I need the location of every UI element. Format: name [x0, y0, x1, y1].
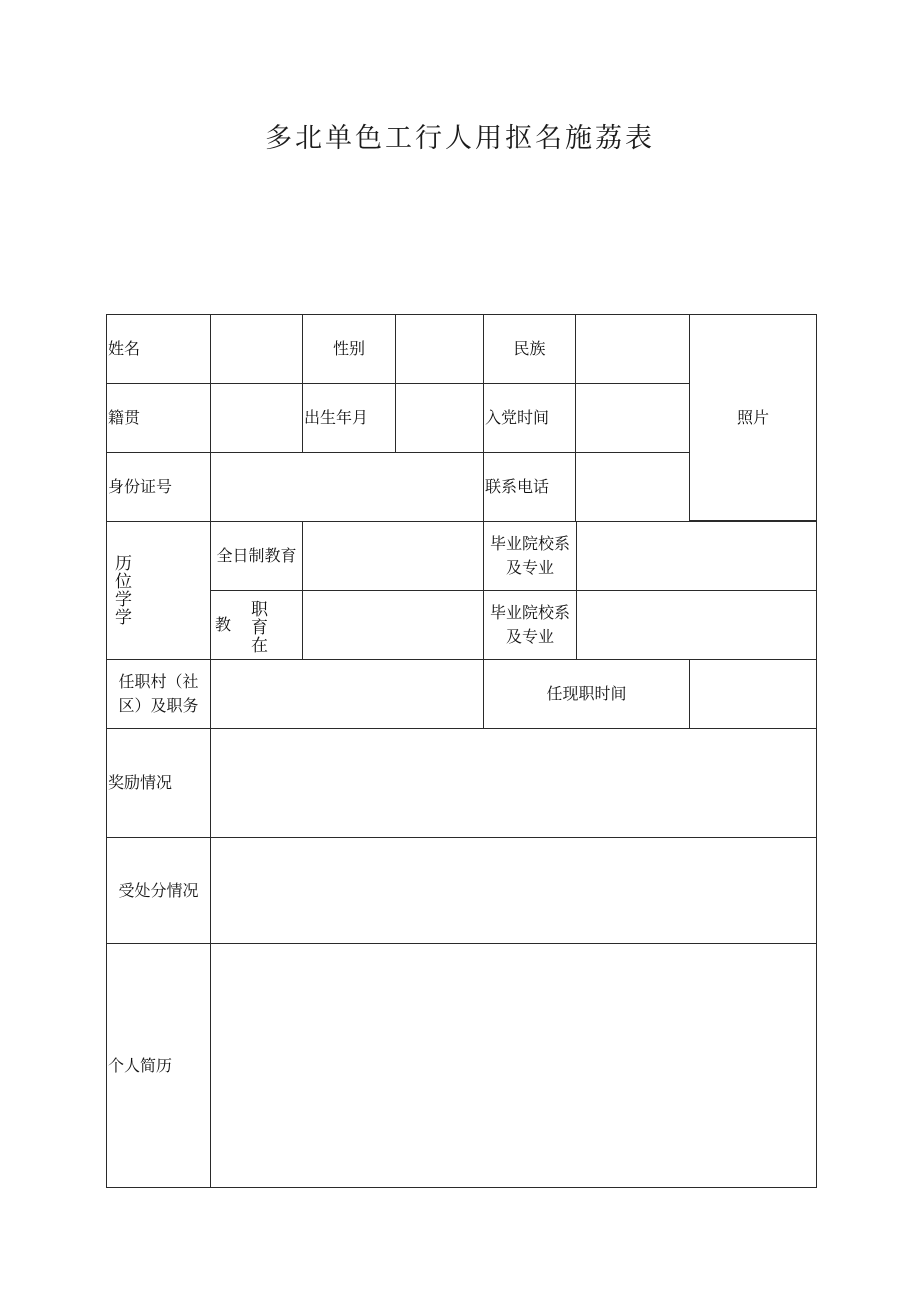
name-label: 姓名 — [106, 314, 211, 384]
native-place-field[interactable] — [210, 383, 303, 453]
fulltime-education-field[interactable] — [302, 521, 484, 591]
party-join-date-label: 入党时间 — [483, 383, 576, 453]
birth-date-field[interactable] — [395, 383, 484, 453]
phone-field[interactable] — [575, 452, 690, 522]
phone-label: 联系电话 — [483, 452, 576, 522]
gender-label: 性别 — [302, 314, 396, 384]
inservice-education-label: 教 职 育 在 — [210, 590, 303, 660]
name-field[interactable] — [210, 314, 303, 384]
awards-label: 奖励情况 — [106, 728, 211, 838]
village-position-field[interactable] — [210, 659, 484, 729]
graduated-school-field-1[interactable] — [576, 521, 817, 591]
gender-field[interactable] — [395, 314, 484, 384]
inservice-education-field[interactable] — [302, 590, 484, 660]
current-position-date-field[interactable] — [689, 659, 817, 729]
photo-box[interactable]: 照片 — [689, 314, 817, 521]
education-degree-vertical-text: 历 位 学 学 — [115, 553, 132, 628]
native-place-label: 籍贯 — [106, 383, 211, 453]
registration-form-table — [107, 315, 818, 1189]
id-number-field[interactable] — [210, 452, 484, 522]
punishments-field[interactable] — [210, 837, 817, 944]
punishments-label: 受处分情况 — [106, 837, 211, 944]
graduated-school-label-2: 毕业院校系及专业 — [483, 590, 577, 660]
fulltime-education-label: 全日制教育 — [210, 521, 303, 591]
id-number-label: 身份证号 — [106, 452, 211, 522]
graduated-school-label-1: 毕业院校系及专业 — [483, 521, 577, 591]
ethnicity-label: 民族 — [483, 314, 576, 384]
party-join-date-field[interactable] — [575, 383, 690, 453]
page-title: 多北单色工行人用抠名施荔表 — [265, 123, 655, 154]
resume-field[interactable] — [210, 943, 817, 1188]
birth-date-label: 出生年月 — [302, 383, 396, 453]
village-position-label: 任职村（社区）及职务 — [106, 659, 211, 729]
current-position-date-label: 任现职时间 — [483, 659, 690, 729]
graduated-school-field-2[interactable] — [576, 590, 817, 660]
ethnicity-field[interactable] — [575, 314, 690, 384]
education-degree-label — [106, 521, 211, 660]
awards-field[interactable] — [210, 728, 817, 838]
resume-label: 个人简历 — [106, 943, 211, 1188]
